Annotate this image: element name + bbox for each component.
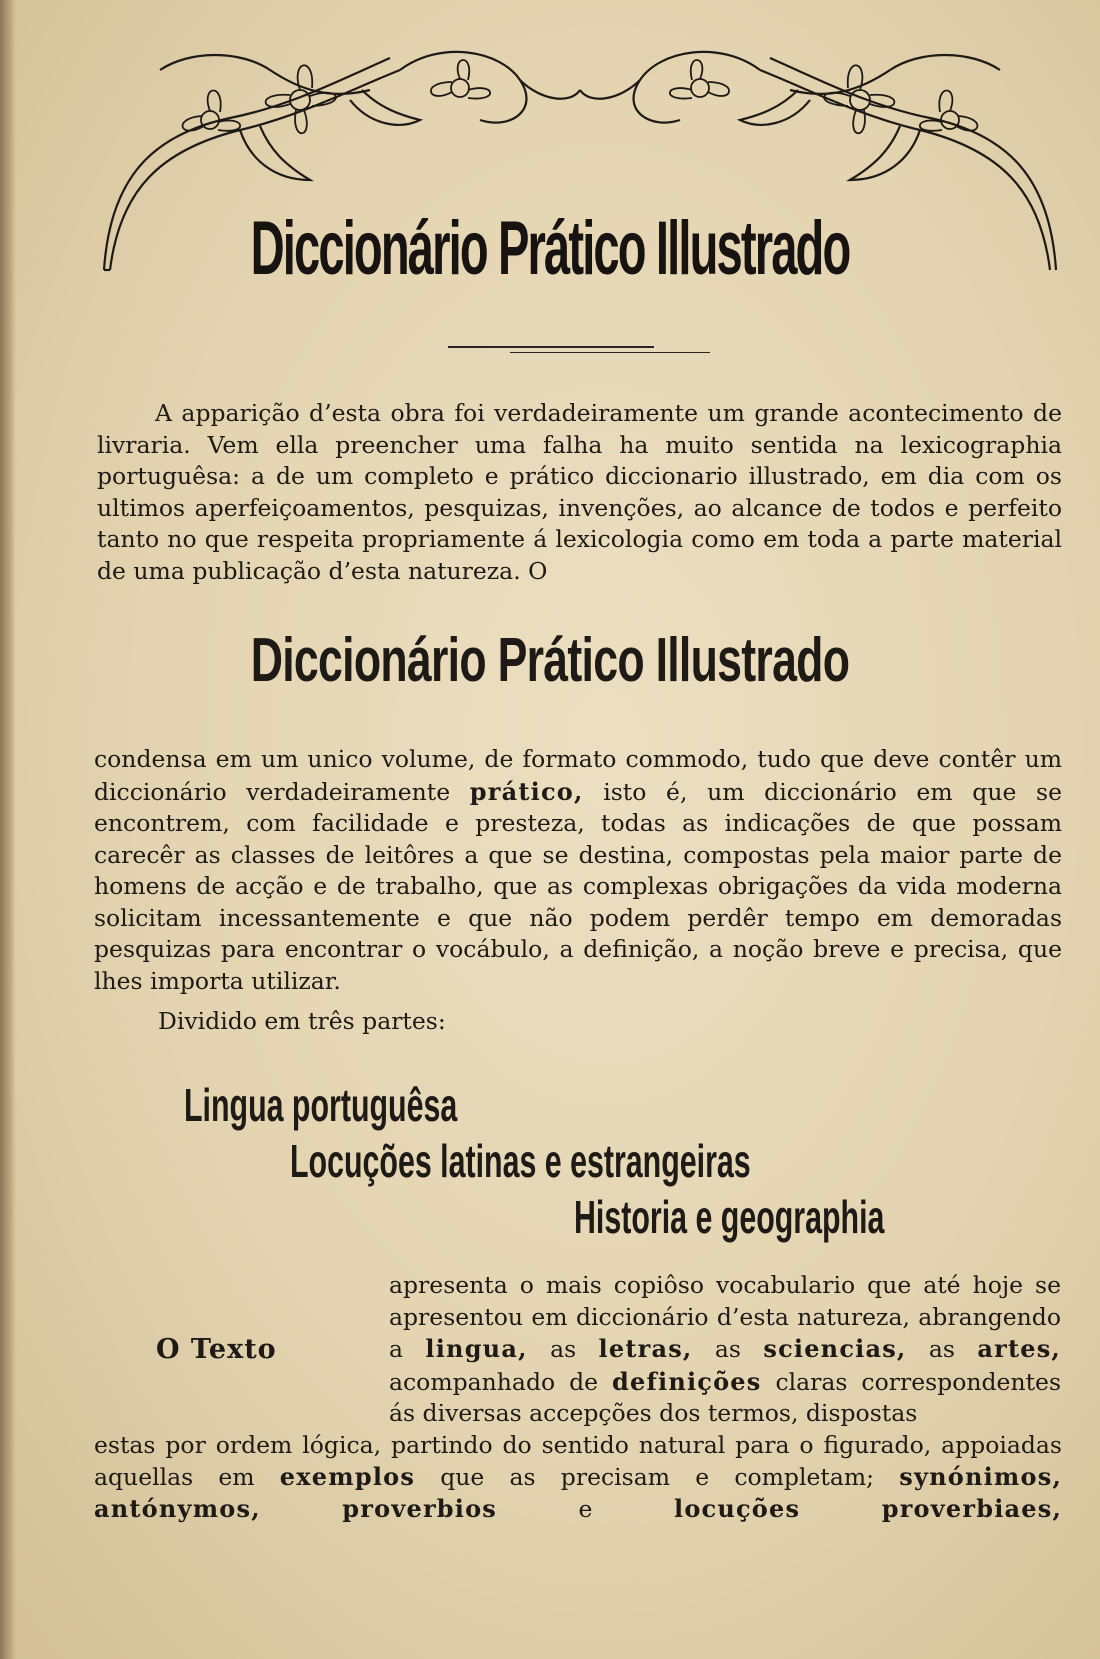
section-heading-1: Lingua portuguêsa	[184, 1079, 458, 1131]
texto-bold: letras,	[598, 1334, 693, 1363]
page-binding-edge	[0, 0, 16, 1659]
body-text-after: isto é, um diccionário em que se encontrem, com facilidade e presteza, todas as indicações de que possam carecêr as classes de leitôres a que se destina, compostas pela maior parte de homens de acção e de trabalho, que as complexas obrigações da vida moderna solicitam incessantemente e que não podem perdêr tempo em demoradas pesquizas para encontrar o vocábulo, a definição, a noção breve e precisa, que lhes importa utilizar.	[94, 777, 1062, 995]
texto-run: as	[527, 1335, 599, 1363]
texto-bold: definições	[612, 1366, 762, 1396]
tail-run: que as precisam e completam;	[415, 1463, 900, 1491]
tail-bold: exemplos	[279, 1462, 416, 1491]
body-text-before: condensa em um unico volume, de formato commodo, tudo que deve contêr um diccionário verdadeiramente	[94, 745, 1062, 806]
texto-column	[389, 1270, 1061, 1430]
texto-run: as	[906, 1335, 978, 1363]
tail-run: aquellas em	[94, 1463, 280, 1491]
page-title: Diccionário Prático Illustrado	[250, 206, 850, 291]
tail-bold: synónimos,	[899, 1462, 1062, 1491]
section-heading-2: Locuções latinas e estrangeiras	[290, 1135, 751, 1187]
texto-bold: artes,	[977, 1334, 1061, 1363]
title-divider-secondary	[510, 352, 710, 353]
texto-bold: sciencias,	[763, 1334, 907, 1363]
tail-bold: proverbios	[260, 1494, 579, 1523]
body-bold-word: prático,	[469, 776, 584, 806]
intro-paragraph: A apparição d’esta obra foi verdadeiramente um grande acontecimento de livraria. Vem ella preencher uma falha ha muito sentida na lexicographia portuguêsa: a de um completo e prático diccionario illustrado, em dia com os ultimos aperfeiçoamentos, pesquizas, invenções, ao alcance de todos e perfeito tanto no que respeita propriamente á lexicologia como em toda a parte material de uma publicação d’esta natureza. O	[97, 399, 1062, 585]
tail-line-2	[94, 1461, 1062, 1494]
section-heading-3: Historia e geographia	[574, 1191, 885, 1243]
texto-run: claras correspondentes ás diversas accepções dos termos, dispostas	[389, 1367, 1061, 1427]
tail-bold: antónymos,	[94, 1494, 261, 1523]
tail-bold: locuções proverbiaes,	[592, 1494, 1062, 1523]
title-divider	[448, 346, 654, 348]
body-paragraph	[94, 744, 1062, 997]
texto-run: apresenta o mais copiôso vocabulario que até hoje se apresentou em diccionário d’esta natureza, abrangendo a	[389, 1271, 1061, 1363]
tail-line-3	[94, 1493, 1062, 1526]
divided-line: Dividido em três partes:	[158, 1007, 446, 1035]
tail-run: e	[578, 1495, 593, 1523]
highlight-title: Diccionário Prático Illustrado	[250, 626, 850, 695]
texto-bold: lingua,	[425, 1334, 528, 1363]
tail-line-1: estas por ordem lógica, partindo do sentido natural para o figurado, appoiadas	[94, 1431, 1062, 1459]
texto-run: as	[692, 1335, 764, 1363]
texto-label: O Texto	[156, 1334, 277, 1365]
texto-run: acompanhado de	[389, 1367, 613, 1396]
